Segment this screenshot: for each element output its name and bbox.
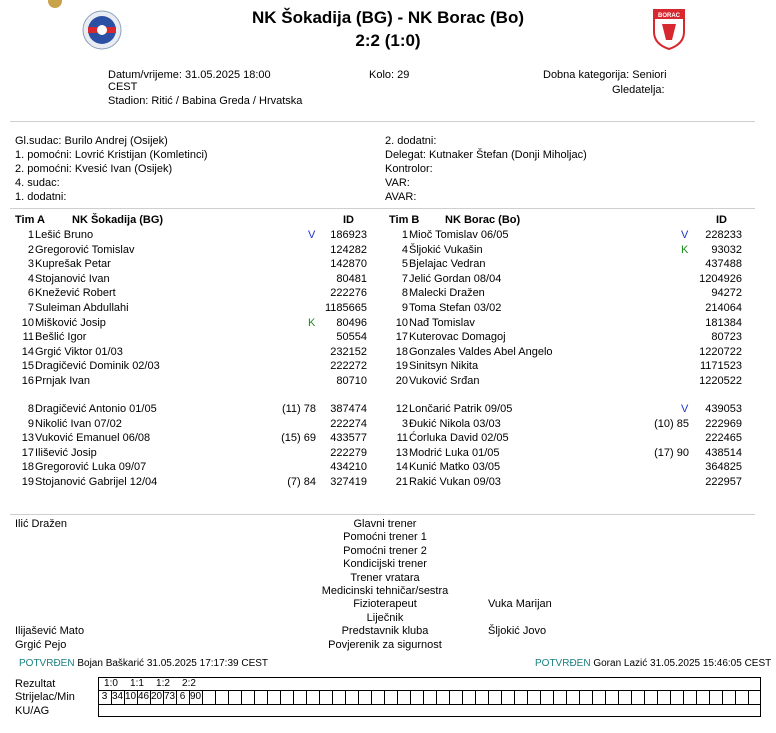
player-name: Kuprešak Petar [35,258,111,271]
goalkeeper-marker: V [308,229,316,241]
player-id: 222957 [705,476,742,488]
player-id: 364825 [705,461,742,474]
result-col-line [384,690,385,704]
attendance: Gledatelja: [612,84,665,96]
player-name: Nađ Tomislav [409,316,475,329]
divider [10,208,755,209]
result-col-line [501,690,502,704]
substitution-info: (11) 78 [281,403,316,415]
player-name: Lončarić Patrik 09/05 [409,403,513,415]
result-col-line [722,690,723,704]
player-id: 222465 [705,432,742,445]
player-id: 94272 [711,287,742,300]
result-col-line [644,690,645,704]
team-a-name: NK Šokadija (BG) [72,214,164,226]
player-name: Grgić Viktor 01/03 [35,345,123,358]
player-id: 228233 [705,229,742,241]
player-name: Lešić Bruno [35,229,94,241]
result-col-line [241,690,242,704]
player-number: 14 [21,345,34,358]
result-col-line [254,690,255,704]
player-number: 19 [21,476,34,488]
player-id: 222279 [330,446,367,459]
official-line: Gl.sudac: Burilo Andrej (Osijek) [15,135,168,147]
result-col-line [371,690,372,704]
staff-role: Glavni trener [353,518,417,530]
player-number: 6 [27,287,34,300]
scorer-minute: 46 [137,691,150,702]
result-col-line [657,690,658,704]
confirm-left [19,658,268,669]
staff-role: Trener vratara [350,571,420,584]
official-line: 2. pomoćni: Kvesić Ivan (Osijek) [15,163,173,175]
result-col-line [527,690,528,704]
staff-name-team-a: Ilijašević Mato [15,625,85,638]
divider [10,121,755,122]
result-col-line [267,690,268,704]
player-name: Gregorović Tomislav [35,243,135,256]
result-col-line [332,690,333,704]
player-number: 3 [401,417,408,430]
staff-role: Pomoćni trener 1 [343,531,427,544]
result-col-line [215,690,216,704]
team-a-id-header: ID [343,214,354,226]
official-line: 2. dodatni: [385,135,437,147]
player-id: 1220522 [699,375,742,387]
player-name: Rakić Vukan 09/03 [409,476,501,488]
result-col-line [423,690,424,704]
player-name: Stojanović Ivan [35,272,110,285]
player-id: 181384 [705,316,742,329]
staff-role: Predstavnik kluba [341,625,429,638]
result-col-line [605,690,606,704]
player-id: 186923 [330,229,367,241]
match-round: Kolo: 29 [369,69,410,81]
result-col-line [553,690,554,704]
player-number: 3 [27,258,34,271]
player-number: 18 [21,461,34,474]
player-number: 4 [401,243,408,256]
player-name: Prnjak Ivan [35,375,91,387]
player-number: 9 [401,302,408,314]
result-col-line [319,690,320,704]
confirm-right-label: POTVRĐEN [535,658,591,669]
player-number: 8 [401,287,408,300]
player-id: 50554 [336,331,367,344]
result-col-line [449,690,450,704]
result-col-line [592,690,593,704]
player-name: Toma Stefan 03/02 [409,302,502,314]
player-name: Dragičević Dominik 02/03 [35,360,160,373]
result-col-line [228,690,229,704]
player-id: 1220722 [699,345,742,358]
player-number: 9 [27,417,34,430]
player-name: Ilišević Josip [35,446,97,459]
result-col-line [345,690,346,704]
player-number: 16 [21,375,34,387]
staff-role: Povjerenik za sigurnost [328,638,442,651]
confirm-left-text: Bojan Baškarić 31.05.2025 17:17:39 CEST [77,658,269,669]
player-number: 11 [396,432,408,445]
player-number: 20 [395,375,408,387]
player-name: Vuković Emanuel 06/08 [35,432,151,445]
player-id: 232152 [330,345,367,358]
player-number: 15 [21,360,34,373]
result-col-line [358,690,359,704]
result-col-line [475,690,476,704]
result-col-line [748,690,749,704]
player-id: 327419 [330,476,367,488]
scorer-minute: 34 [111,691,124,702]
player-number: 2 [27,243,34,256]
substitution-info: (17) 90 [654,446,689,459]
divider [10,514,755,515]
player-name: Bešlić Igor [35,331,87,344]
result-label: Rezultat [15,678,56,690]
player-name: Gregorović Luka 09/07 [35,461,147,474]
player-name: Bjelajac Vedran [409,258,486,271]
player-name: Gonzales Valdes Abel Angelo [409,345,553,358]
result-col-line [202,690,203,704]
official-line: AVAR: [385,191,417,203]
scorer-number: 3 [101,691,108,702]
score-progress: 1:2 [156,678,170,689]
player-name: Jelić Gordan 08/04 [409,272,502,285]
result-col-line [683,690,684,704]
team-b-id-header: ID [716,214,727,226]
goalkeeper-marker: V [681,229,689,241]
result-col-line [709,690,710,704]
corner-decoration [700,0,760,4]
player-number: 13 [21,432,34,445]
substitution-info: (15) 69 [281,432,316,445]
player-id: 93032 [711,243,742,256]
player-id: 80496 [336,316,367,329]
player-id: 222276 [330,287,367,300]
result-col-line [436,690,437,704]
player-id: 222969 [705,417,742,430]
scorer-label: Strijelac/Min [15,691,75,703]
player-number: 5 [401,258,408,271]
player-id: 142870 [330,258,367,271]
player-name: Dragičević Antonio 01/05 [35,403,157,415]
score-progress: 1:1 [130,678,144,689]
player-name: Mišković Josip [35,316,106,329]
player-name: Sinitsyn Nikita [409,360,479,373]
score-progress: 2:2 [182,678,196,689]
player-id: 433577 [330,432,367,445]
staff-name-team-a: Ilić Dražen [15,518,67,530]
official-line: VAR: [385,177,410,189]
scorer-minute: 90 [189,691,202,702]
result-col-line [280,690,281,704]
player-id: 438514 [705,446,742,459]
result-col-line [514,690,515,704]
player-number: 19 [395,360,408,373]
result-col-line [488,690,489,704]
result-col-line [696,690,697,704]
player-name: Kuterovac Domagoj [409,331,506,344]
player-number: 4 [27,272,34,285]
club-logo-left-small [48,0,62,8]
player-number: 13 [395,446,408,459]
match-title: NK Šokadija (BG) - NK Borac (Bo) [251,8,525,27]
player-id: 387474 [330,403,367,415]
player-id: 214064 [705,302,742,314]
result-col-line [462,690,463,704]
player-name: Mioč Tomislav 06/05 [409,229,509,241]
match-datetime: Datum/vrijeme: 31.05.2025 18:00 [108,69,271,81]
result-col-line [631,690,632,704]
match-stadium: Stadion: Ritić / Babina Greda / Hrvatska [108,95,303,107]
result-col-line [410,690,411,704]
player-number: 17 [21,446,34,459]
match-timezone: CEST [108,81,138,93]
staff-role: Liječnik [366,611,404,624]
player-number: 7 [401,272,408,285]
player-name: Đukić Nikola 03/03 [409,417,501,430]
player-id: 124282 [330,243,367,256]
player-number: 21 [395,476,408,488]
player-number: 18 [395,345,408,358]
player-id: 1185665 [324,302,367,314]
result-col-line [397,690,398,704]
player-name: Knežević Robert [35,287,116,300]
team-a-label: Tim A [15,214,45,226]
player-number: 14 [395,461,408,474]
goalkeeper-marker: V [681,403,689,415]
age-category: Dobna kategorija: Seniori [543,69,667,81]
player-name: Nikolić Ivan 07/02 [35,417,122,430]
staff-role: Pomoćni trener 2 [343,544,427,557]
confirm-left-label: POTVRĐEN [19,658,75,669]
player-name: Vuković Srđan [409,375,480,387]
confirm-right [535,658,771,669]
result-col-line [735,690,736,704]
player-id: 80723 [711,331,742,344]
player-name: Ćorluka David 02/05 [409,432,509,445]
player-id: 1171523 [699,360,742,373]
player-number: 10 [21,316,34,329]
result-col-line [579,690,580,704]
result-col-line [566,690,567,704]
official-line: Delegat: Kutnaker Štefan (Donji Miholjac) [385,149,587,161]
scorer-number: 6 [179,691,186,702]
scorer-number: 20 [150,691,163,702]
result-col-line [670,690,671,704]
player-name: Modrić Luka 01/05 [409,446,500,459]
player-number: 1 [27,229,34,241]
staff-role: Kondicijski trener [343,558,427,571]
player-id: 1204926 [699,272,742,285]
player-name: Malecki Dražen [409,287,485,300]
player-number: 17 [395,331,408,344]
player-id: 80710 [336,375,367,387]
scorer-minute: 73 [163,691,176,702]
match-score: 2:2 (1:0) [355,31,421,50]
confirm-right-text: Goran Lazić 31.05.2025 15:46:05 CEST [593,658,772,669]
score-progress: 1:0 [104,678,118,689]
player-number: 8 [27,403,34,415]
official-line: Kontrolor: [385,163,433,175]
official-line: 4. sudac: [15,177,60,189]
staff-role: Fizioterapeut [353,598,417,611]
player-id: 222274 [330,417,367,430]
scorer-number: 10 [124,691,137,702]
staff-name-team-b: Vuka Marijan [488,598,552,611]
player-id: 434210 [330,461,367,474]
captain-marker: K [681,243,689,256]
player-number: 1 [401,229,408,241]
player-id: 437488 [705,258,742,271]
substitution-info: (7) 84 [287,476,316,488]
official-line: 1. pomoćni: Lovrić Kristijan (Komletinci) [15,149,208,161]
player-id: 80481 [336,272,367,285]
player-number: 7 [27,302,34,314]
official-line: 1. dodatni: [15,191,67,203]
substitution-info: (10) 85 [654,417,689,430]
captain-marker: K [308,316,316,329]
team-b-name: NK Borac (Bo) [445,214,521,226]
player-id: 439053 [705,403,742,415]
result-col-line [293,690,294,704]
staff-role: Medicinski tehničar/sestra [321,585,449,597]
player-name: Stojanović Gabrijel 12/04 [35,476,158,488]
player-number: 11 [22,331,34,344]
player-name: Šljokić Vukašin [409,243,483,256]
team-b-label: Tim B [389,214,420,226]
staff-name-team-b: Šljokić Jovo [488,625,547,638]
svg-text:BORAC: BORAC [658,13,680,19]
result-col-line [618,690,619,704]
player-number: 12 [395,403,408,415]
result-col-line [306,690,307,704]
player-id: 222272 [330,360,367,373]
result-row-line [98,704,761,705]
ku-ag-label: KU/AG [15,705,50,717]
player-name: Kunić Matko 03/05 [409,461,501,474]
player-name: Suleiman Abdullahi [35,302,129,314]
staff-name-team-a: Grgić Pejo [15,638,67,651]
player-number: 10 [395,316,408,329]
result-col-line [540,690,541,704]
